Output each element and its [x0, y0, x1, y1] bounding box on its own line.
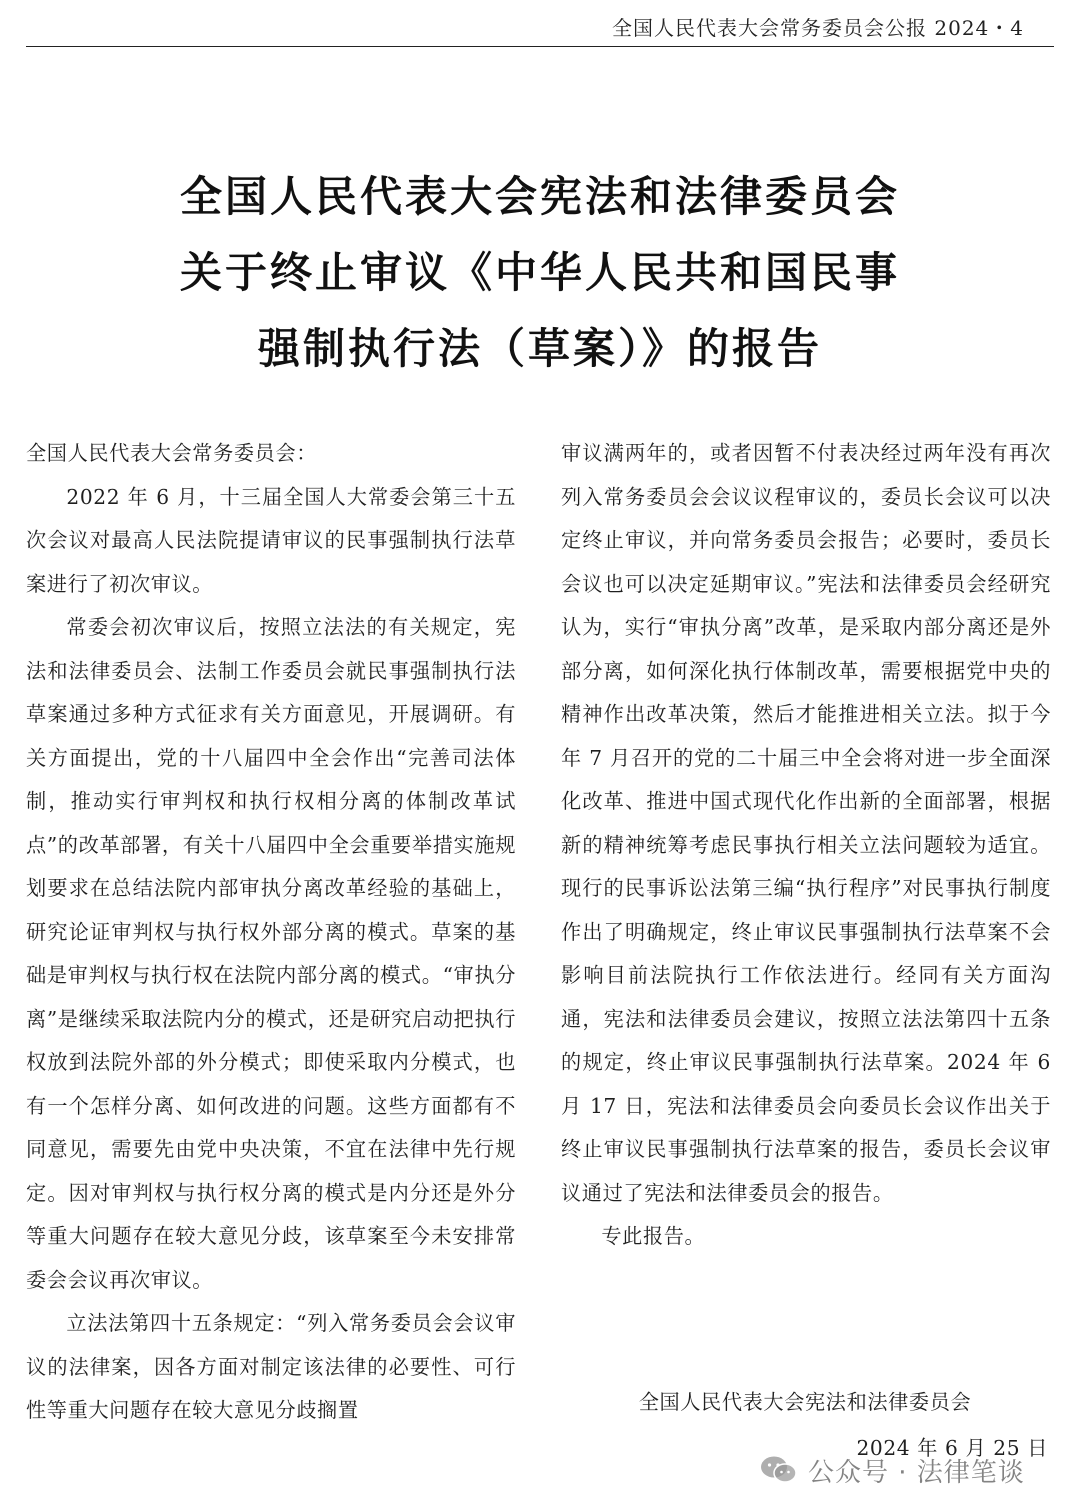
paragraph-3-continued: 审议满两年的，或者因暂不付表决经过两年没有再次列入常务委员会会议议程审议的，委员长会议可以决定终止审议，并向常务委员会报告；必要时，委员长会议也可以决定延期审议。”宪法和法律委员会经研究认为，实行“审执分离”改革，是采取内部分离还是外部分离，如何深化执行体制改革，需要根据党中央的精神作出改革决策，然后才能推进相关立法。拟于今年 7 月召开的党的二十届三中全会将对进一步全面深化改革、推进中国式现代化作出新的全面部署，根据新的精神统筹考虑民事执行相关立法问题较为适宜。现行的民事诉讼法第三编“执行程序”对民事执行制度作出了明确规定，终止审议民事强制执行法草案不会影响目前法院执行工作依法进行。经同有关方面沟通，宪法和法律委员会建议，按照立法法第四十五条的规定，终止审议民事强制执行法草案。2024 年 6 月 17 日，宪法和法律委员会向委员长会议作出关于终止审议民事强制执行法草案的报告，委员长会议审议通过了宪法和法律委员会的报告。	[561, 441, 1051, 1205]
page-header	[0, 0, 1080, 50]
paragraph-3-start: 立法法第四十五条规定：“列入常务委员会会议审议的法律案，因各方面对制定该法律的必要性、可行性等重大问题存在较大意见分歧搁置	[26, 1311, 516, 1422]
signature-organization: 全国人民代表大会宪法和法律委员会	[638, 1390, 972, 1414]
body-column-right	[561, 432, 1051, 1259]
bulletin-header-text: 全国人民代表大会常务委员会公报 2024・4	[612, 16, 1024, 40]
salutation: 全国人民代表大会常务委员会：	[26, 441, 318, 465]
header-rule	[26, 46, 1054, 47]
body-column-left	[26, 432, 516, 1433]
closing-text: 专此报告。	[601, 1224, 706, 1248]
paragraph-2: 常委会初次审议后，按照立法法的有关规定，宪法和法律委员会、法制工作委员会就民事强制执行法草案通过多种方式征求有关方面意见，开展调研。有关方面提出，党的十八届四中全会作出“完善司法体制，推动实行审判权和执行权相分离的体制改革试点”的改革部署，有关十八届四中全会重要举措实施规划要求在总结法院内部审执分离改革经验的基础上，研究论证审判权与执行权外部分离的模式。草案的基础是审判权与执行权在法院内部分离的模式。“审执分离”是继续采取法院内分的模式，还是研究启动把执行权放到法院外部的外分模式；即使采取内分模式，也有一个怎样分离、如何改进的问题。这些方面都有不同意见，需要先由党中央决策，不宜在法律中先行规定。因对审判权与执行权分离的模式是内分还是外分等重大问题存在较大意见分歧，该草案至今未安排常委会会议再次审议。	[26, 615, 516, 1292]
watermark	[760, 1450, 1025, 1490]
watermark-text: 公众号 · 法律笔谈	[808, 1457, 1025, 1488]
signature-date: 2024 年 6 月 25 日	[856, 1436, 1048, 1460]
title-line-2: 关于终止审议《中华人民共和国民事	[179, 248, 900, 297]
title-line-3: 强制执行法（草案）》的报告	[257, 324, 822, 373]
wechat-icon	[760, 1454, 798, 1486]
paragraph-1: 2022 年 6 月，十三届全国人大常委会第三十五次会议对最高人民法院提请审议的民事强制执行法草案进行了初次审议。	[26, 484, 516, 596]
title-line-1: 全国人民代表大会宪法和法律委员会	[179, 172, 900, 221]
